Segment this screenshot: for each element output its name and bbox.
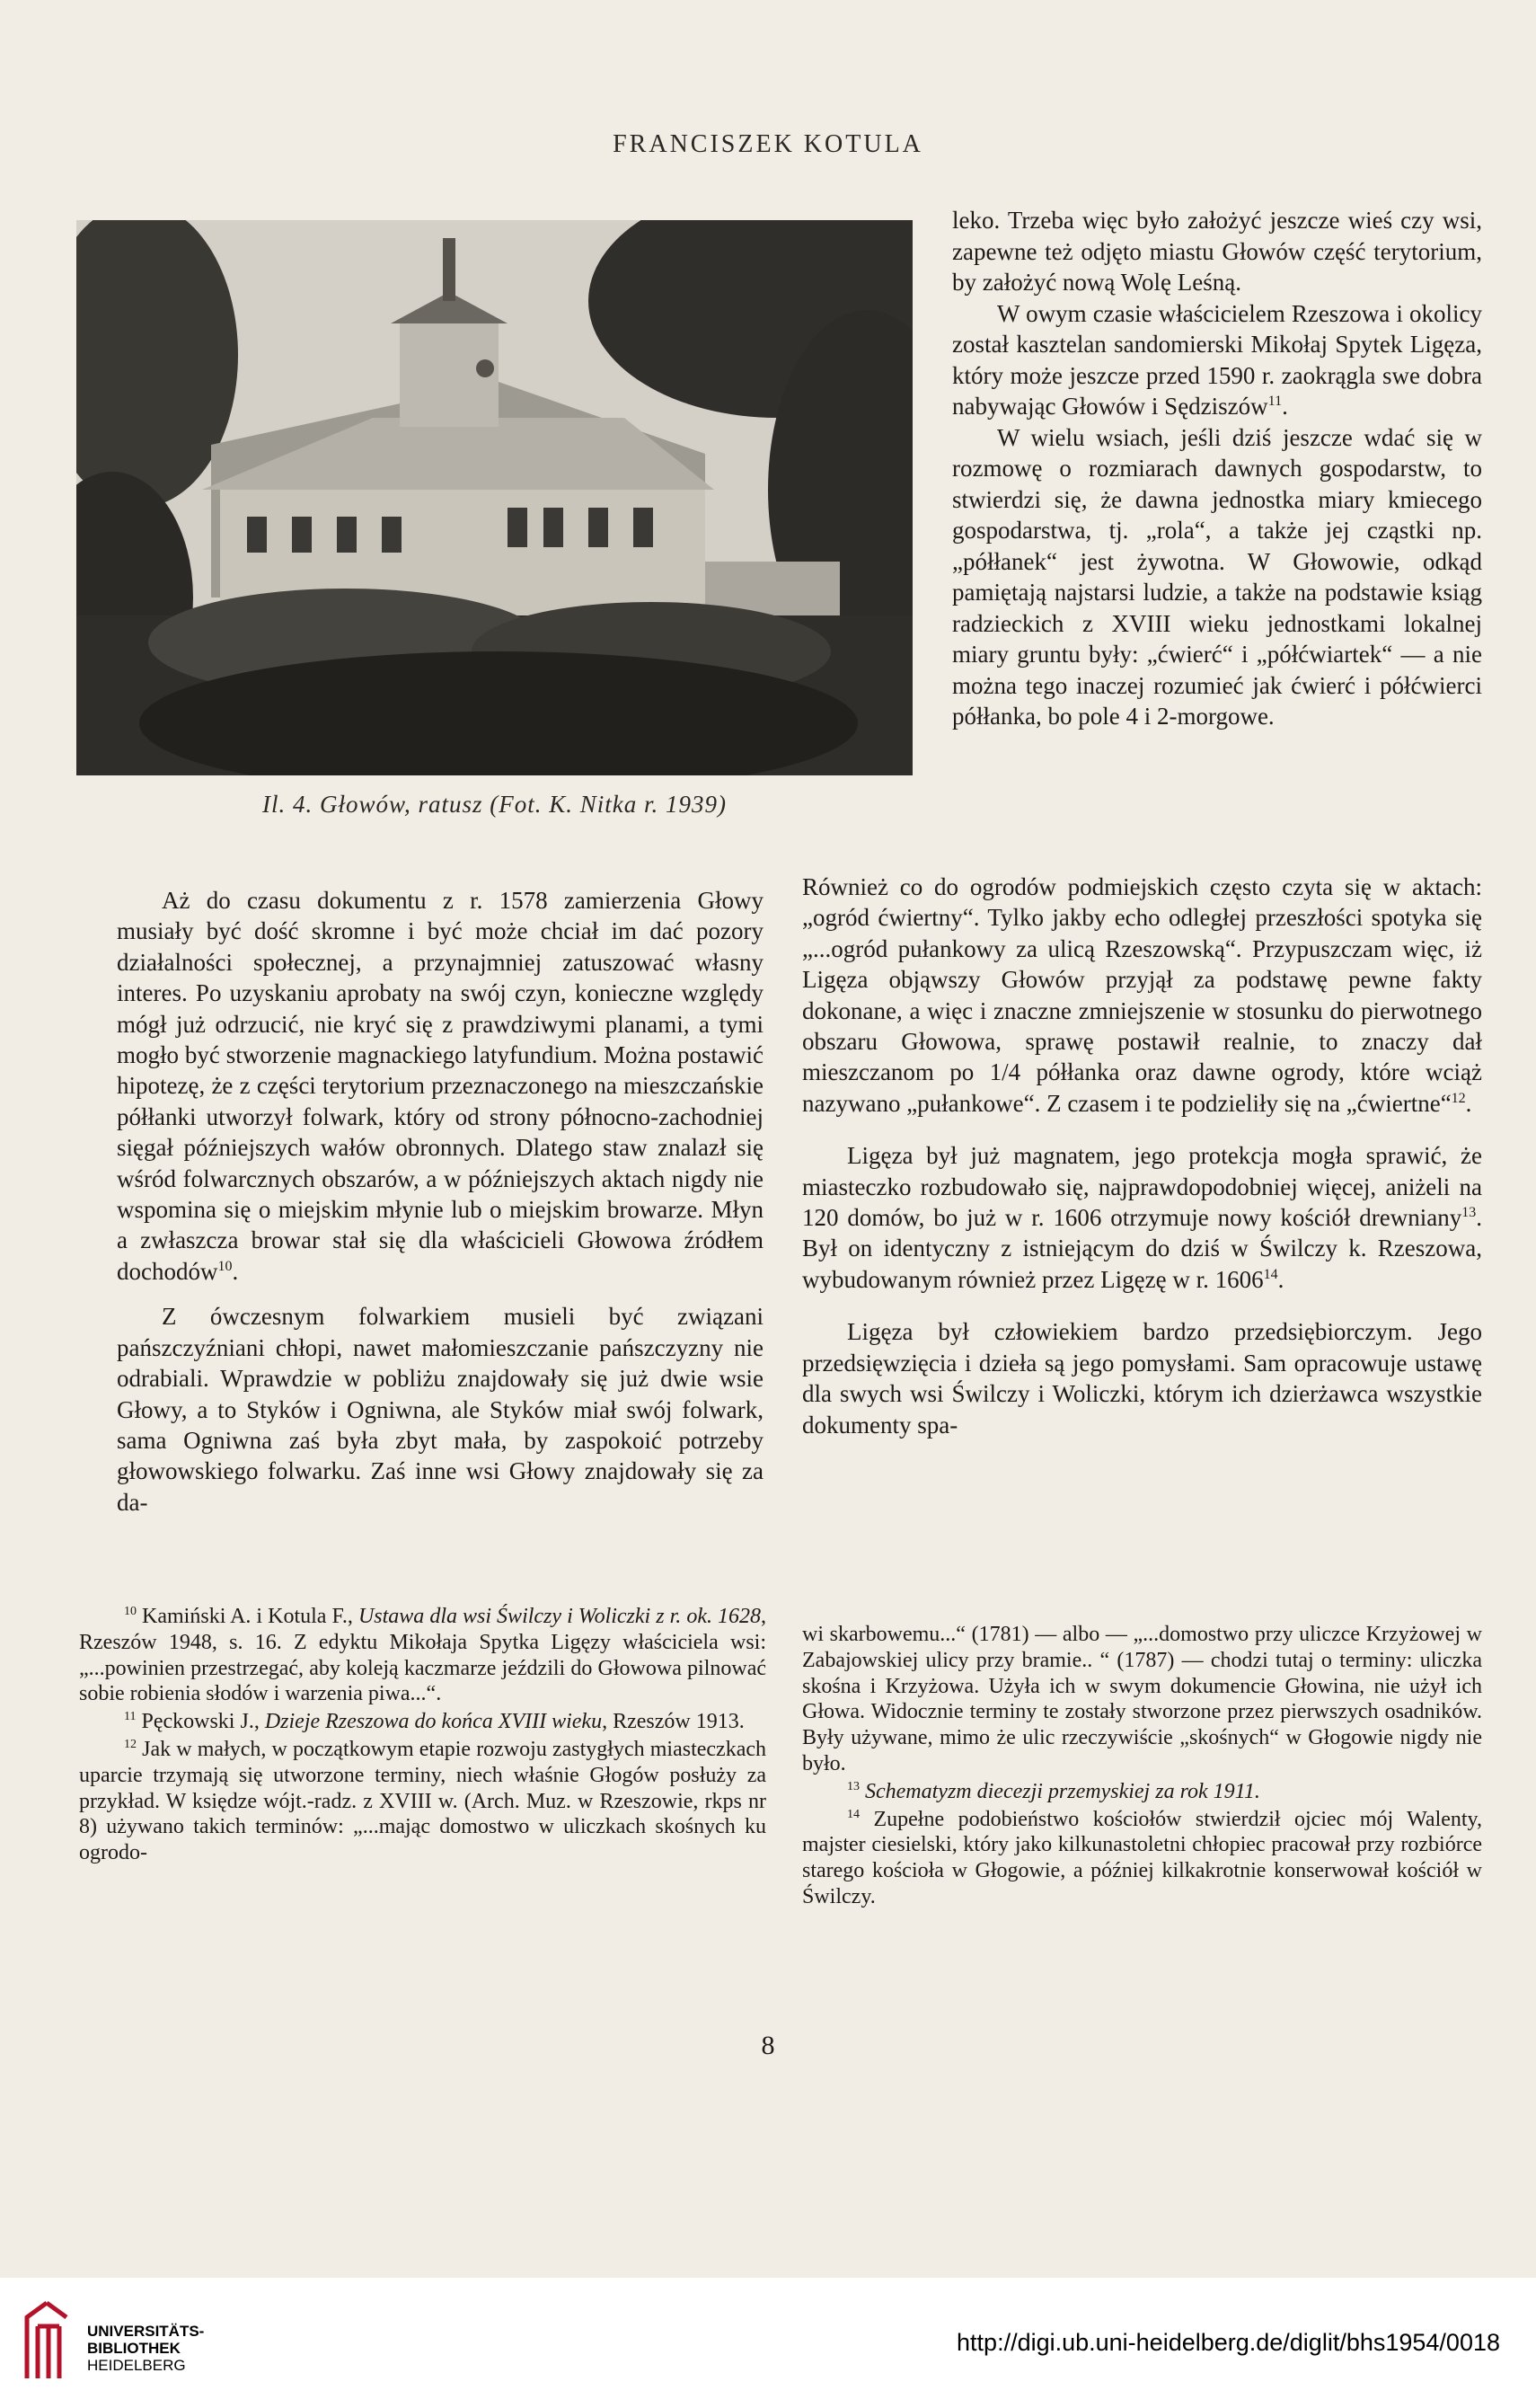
photo-illustration <box>76 220 913 775</box>
footnote-ref: 10 <box>217 1258 233 1274</box>
paragraph: Ligęza był już magnatem, jego protekcja mogła sprawić, że miasteczko rozbudowało się, najprawdopodobniej więcej, aniżeli na 120 domów, bo już w r. 1606 otrzymuje nowy kościół drewniany$^{13}$. Był on identyczny z istniejącym do dziś w Świlczy k. Rzeszowa, wybudowanym również przez Ligęzę w r. 1606$^{14}$. <box>802 1142 1482 1293</box>
footnotes-right <box>802 1622 1482 1910</box>
footnote-10: $^{10}$ Kamiński A. i Kotula F., Ustawa dla wsi Świlczy i Woliczki z r. ok. 1628, Rzeszów 1948, s. 16. Z edyktu Mikołaja Spytka Ligęzy właściciela wsi: „...powinien przestrzegać, aby koleją kaczmarze jeździli do Głowowa pilnować sobie robienia słodów i warzenia piwa...“. <box>79 1605 767 1706</box>
paragraph: Z ówczesnym folwarkiem musieli być związani pańszczyźniani chłopi, nawet małomieszczanie pańszczyzny nie odrabiali. Wprawdzie w pobliżu znajdowały się już dwie wsie Głowy, a to Styków i Ogniwna, ale Styków miał swój folwark, sama Ogniwna zaś była zbyt mała, by zaspokoić potrzeby głowowskiego folwarku. Zaś inne wsi Głowy znajdowały się za da- <box>117 1303 764 1516</box>
footnote-ref: 11 <box>1267 394 1283 409</box>
right-column-top <box>952 205 1482 732</box>
library-name: UNIVERSITÄTS- BIBLIOTHEK HEIDELBERG <box>87 2323 205 2374</box>
paragraph: Ligęza był człowiekiem bardzo przedsiębiorczym. Jego przedsięwzięcia i dzieła są jego pomysłami. Sam opracowuje ustawę dla swych wsi Świlczy i Woliczki, którym ich dzierżawca wszystkie dokumenty spa- <box>802 1318 1482 1439</box>
town-hall-photo <box>76 220 913 775</box>
footnote-ref: 12 <box>1451 1090 1466 1106</box>
footnote-ref: 13 <box>1461 1205 1477 1221</box>
page-number: 8 <box>761 2031 775 2060</box>
footnote-13: $^{13}$ Schematyzm diecezji przemyskiej za rok 1911. <box>847 1779 1260 1803</box>
footnote-14: $^{14}$ Zupełne podobieństwo kościołów stwierdził ojciec mój Walenty, majster ciesielski, który jako kilkunastoletni chłopiec pracował przy rozbiórce starego kościoła w Głogowie, a później kilkakrotnie konserwował kościół w Świlczy. <box>802 1807 1482 1908</box>
source-url-link[interactable]: http://digi.ub.uni-heidelberg.de/diglit/bhs1954/0018 <box>957 2329 1500 2356</box>
right-column-bottom <box>802 872 1482 1440</box>
library-logo-icon <box>20 2296 75 2386</box>
paragraph: W owym czasie właścicielem Rzeszowa i okolicy został kasztelan sandomierski Mikołaj Spytek Ligęza, który może jeszcze przed 1590 r. zaokrągla swe dobra nabywając Głowów i Sędziszów$^{11}$. <box>952 299 1482 420</box>
paragraph: Aż do czasu dokumentu z r. 1578 zamierzenia Głowy musiały być dość skromne i być może chciał im dać pozory działalności społecznej, a przynajmniej zatuszować własny interes. Po uzyskaniu aprobaty na swój czyn, konieczne względy mógł już odrzucić, nie kryć się z prawdziwymi planami, a tymi mogło być stworzenie magnackiego latyfundium. Można postawić hipotezę, że z części terytorium przeznaczonego na mieszczańskie półłanki utworzył folwark, który od strony północno-zachodniej sięgał późniejszych wałów obronnych. Dlatego staw znalazł się wśród folwarcznych obszarów, a w późniejszych aktach nigdy nie wspomina się o miejskim młynie lub o miejskim browarze. Młyn a zwłaszcza browar stał się dla właścicieli Głowowa źródłem dochodów$^{10}$. <box>117 887 764 1285</box>
paragraph: W wielu wsiach, jeśli dziś jeszcze wdać się w rozmowę o rozmiarach dawnych gospodarstw, to stwierdzi się, że dawna jednostka miary kmiecego gospodarstwa, tj. „rola“, a także jej cząstki np. „półłanek“ jest żywotna. W Głowowie, odkąd pamiętają najstarsi ludzie, a także na podstawie ksiąg radzieckich z XVIII wieku jednostkami lokalnej miary gruntu były: „ćwierć“ i „półćwiartek“ — a nie można tego inaczej rozumieć jak ćwierć i półćwierci półłanka, bo pole 4 i 2-morgowe. <box>952 423 1482 730</box>
footnote-ref: 14 <box>1263 1266 1278 1282</box>
footnote-12: $^{12}$ Jak w małych, w początkowym etapie rozwoju zastygłych miasteczkach uparcie trzymają się utworzone terminy, niech właśnie Głogów posłuży za przykład. W księdze wójt.-radz. z XVIII w. (Arch. Muz. w Rzeszowie, rkps nr 8) używano takich terminów: „...mając domostwo w uliczkach skośnych ku ogrodo- <box>79 1737 767 1865</box>
footnote-12-continued: wi skarbowemu...“ (1781) — albo — „...domostwo przy uliczce Krzyżowej w Zabajowskiej ulicy przy bramie.. “ (1787) — chodzi tutaj o terminy: uliczka skośna i Krzyżowa. Użyła ich w swym dokumencie Głowina, nie użył ich Głowa. Widocznie terminy te zostały stworzone przez pierwszych osadników. Były używane, mimo że ulic rzeczywiście „skośnych“ w Głogowie nigdy nie było. <box>802 1623 1482 1775</box>
left-column <box>117 885 764 1518</box>
figure-caption: Il. 4. Głowów, ratusz (Fot. K. Nitka r. 1939) <box>261 791 728 818</box>
running-header: FRANCISZEK KOTULA <box>613 130 923 158</box>
paragraph: leko. Trzeba więc było założyć jeszcze wieś czy wsi, zapewne też odjęto miastu Głowów część terytorium, by założyć nową Wolę Leśną. <box>952 207 1482 296</box>
footnotes-left <box>79 1604 766 1866</box>
footnote-11: $^{11}$ Pęckowski J., Dzieje Rzeszowa do końca XVIII wieku, Rzeszów 1913. <box>124 1710 745 1734</box>
paragraph: Również co do ogrodów podmiejskich często czyta się w aktach: „ogród ćwiertny“. Tylko jakby echo odległej przeszłości spotyka się „...ogród pułankowy za ulicą Rzeszowską“. Przypuszczam więc, iż Ligęza objąwszy Głowów przyjął za podstawę pewne fakty dokonane, a więc i znaczne zmniejszenie w stosunku do pierwotnego obszaru Głowowa, sprawę postawił realnie, to znaczy dał mieszczanom po 1/4 półłanka oraz dawne ogrody, które wciąż nazywano „pułankowe“. Z czasem i te podzieliły się na „ćwiertne“$^{12}$. <box>802 873 1482 1117</box>
